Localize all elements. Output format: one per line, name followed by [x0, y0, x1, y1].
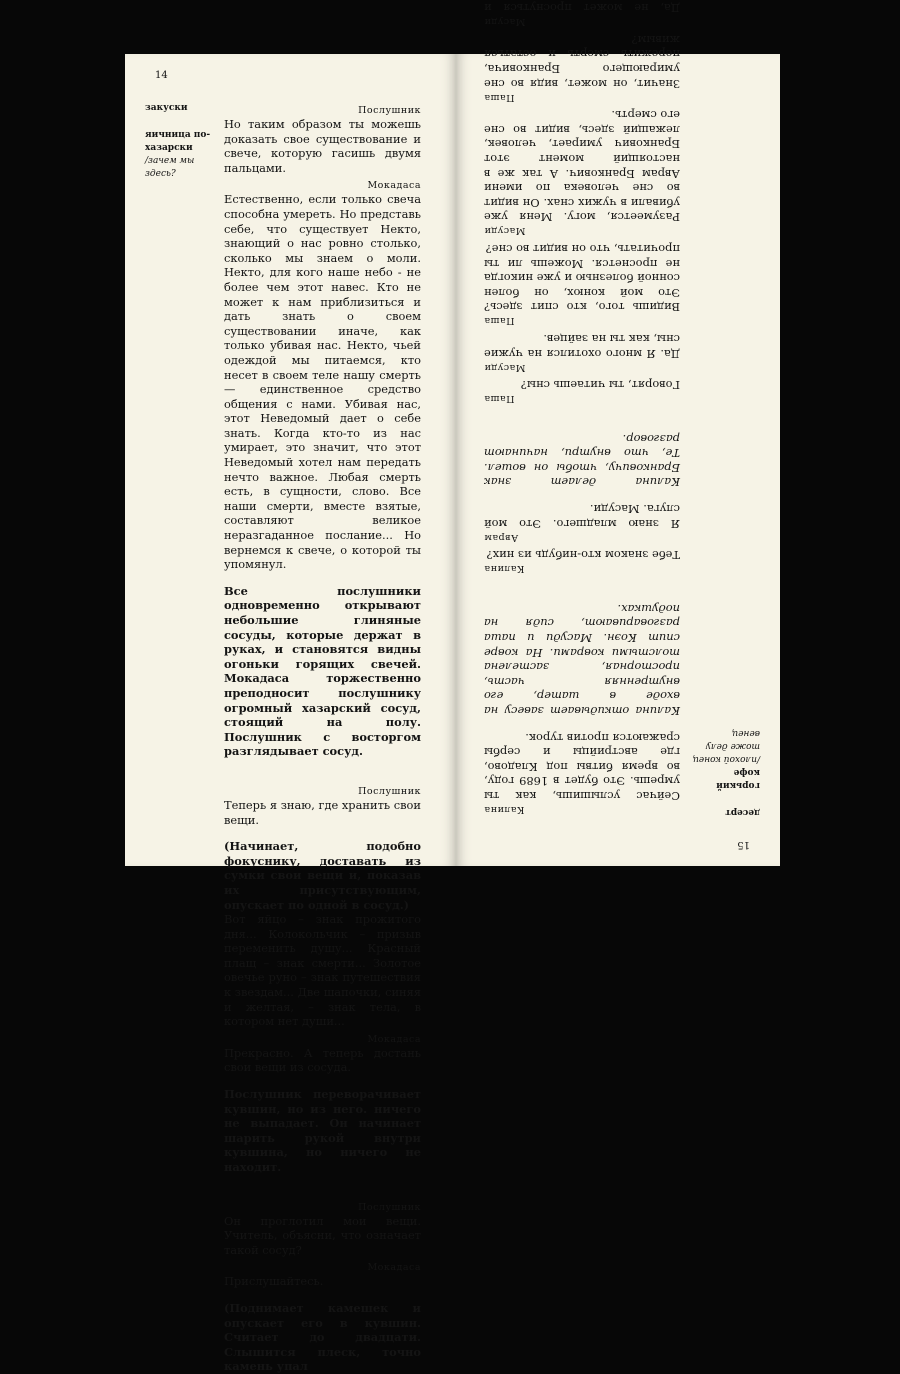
stage-direction: (Поднимает камешек и опускает его в кувшин. Считает до двадцати. Слышится плеск, точно камень упал	[224, 1300, 421, 1374]
dialogue-line: Видишь того, кто спит здесь? Это мой конюх, он болен сонной болезнью и уже никогда не проснется. Можешь ли ты прочитать, что он видит во сне?	[484, 241, 680, 315]
spacer	[484, 409, 680, 431]
spacer	[484, 490, 680, 502]
speaker-name: Калина	[484, 804, 525, 815]
speaker-name: Масуди	[484, 361, 526, 373]
speaker-name: Мокадаса	[367, 1262, 421, 1274]
dialogue-line: Тебе знаком кто-нибудь из них?	[486, 548, 680, 563]
rotated-page-content	[456, 1, 780, 866]
stage-direction: Калина откидывает завесу на входе в шатер, его внутренняя часть, просторная, застелена толстыми коврами. На ковре спит Коэн. Масуди и паша разговаривают, сидя на подушках.	[484, 601, 680, 719]
speaker-name: Послушник	[358, 1201, 421, 1213]
spacer	[224, 1289, 421, 1301]
dialogue-line: Прекрасно. А теперь достань свои вещи из сосуда.	[224, 1045, 421, 1075]
menu-question: /зачем мы здесь?	[145, 156, 195, 179]
page-number: 15	[737, 839, 750, 850]
spacer	[484, 718, 680, 730]
dialogue-line: Говорят, ты читаешь сны?	[520, 378, 680, 393]
dialogue-line: Я знаю младшего. Это мой слуга. Масуди.	[484, 502, 680, 531]
stage-direction: Калина делает знак Бранковичу, чтобы он вошел. Те, что внутри, начинают разговор.	[484, 431, 680, 490]
spacer	[224, 1075, 421, 1087]
stage-direction: Послушник переворачивает кувшин, но из него. ничего не выпадает. Он начинает шарить рукой внутри кувшина, но ничего не находит.	[224, 1087, 421, 1174]
right-text-column	[484, 0, 680, 820]
speaker-name: Паша	[484, 315, 515, 327]
dialogue-line: Естественно, если только свеча способна умереть. Но представь себе, что существует Некто, знающий о нас ровно столько, сколько мы знаем о моли. Некто, для кого наше небо - не более чем этот навес. Кто не может к нам приблизиться и дать знать о своем существовании иначе, как только убивая нас. Некто, чьей одеждой мы питаемся, кто несет в своем теле нашу смерть — единственное средство общения с нами. Убивая нас, этот Неведомый дает о себе знать. Когда кто-то из нас умирает, это значит, что этот Неведомый хотел нам передать нечто важное. Любая смерть есть, в сущности, слово. Все наши смерти, вместе взятые, составляют великое неразгаданное послание... Но вернемся к свече, о которой ты упомянул.	[224, 192, 421, 572]
page-number: 14	[155, 70, 168, 81]
speaker-name: Послушник	[358, 105, 421, 116]
menu-section: десерт	[725, 807, 760, 817]
dialogue-line: Вот яйцо – знак прожитого дня... Колокольчик – призыв переменить душу... Красный плащ – знак смерти... Золотое овечье руно – знак путешествия к звездам... Две шапочки, синяя и желтая, – знак тела, в котором нет души...	[224, 912, 421, 1029]
spacer	[484, 579, 680, 601]
stage-direction: Все послушники одновременно открывают небольшие глиняные сосуды, которые держат в руках, и становятся видны огоньки горящих свечей. Мокадаса торжественно преподносит послушнику огромный хазарский сосуд, стоящий на полу. Послушник с восторгом разглядывает сосуд.	[224, 583, 421, 759]
dialogue-line: Теперь я знаю, где хранить свои вещи.	[224, 797, 421, 827]
dialogue-line: Но таким образом ты можешь доказать свое существование и свече, которую гасишь двумя пальцами.	[224, 117, 421, 175]
speaker-name: Калина	[484, 563, 525, 575]
spacer	[224, 572, 421, 584]
speaker-name: Паша	[484, 91, 515, 103]
speaker-name: Послушник	[358, 785, 421, 797]
menu-question: /плохой конец тоже делу венец	[692, 728, 760, 764]
speaker-name: Паша	[484, 393, 515, 405]
speaker-name: Масуди	[484, 16, 526, 28]
right-page	[456, 1, 780, 866]
dialogue-line: Значит, он может, видя во сне умирающего Бранковича, пережить смерть и остаться живым?	[484, 32, 680, 91]
spacer	[224, 1175, 421, 1197]
menu-sidenote	[690, 726, 760, 818]
spacer	[224, 827, 421, 839]
speaker-name: Мокадаса	[367, 1033, 421, 1045]
speaker-name: Аврам	[484, 531, 519, 543]
dialogue-line: Сейчас услышишь, как ты умрешь. Это будет в 1689 году, во время битвы под Кладово, где австрийцы и сербы сражаются против турок.	[484, 730, 680, 803]
dialogue-line: Да, не может проснуться и	[484, 1, 680, 16]
left-page	[125, 54, 456, 1374]
menu-dish: горький кофе	[716, 767, 760, 790]
speaker-name: Мокадаса	[367, 180, 421, 192]
menu-dish: яичница по-хазарски	[145, 130, 211, 153]
dialogue-line: Прислушайтесь.	[224, 1274, 324, 1289]
dialogue-line: Разумеется, могу. Меня уже убивали в чужих снах. Он видит во сне человека по имени Аврам Бранкович. А так же в настоящий момент этот Бранкович умирает, человек, лежащий здесь, видит во сне его смерть.	[484, 108, 680, 225]
menu-section: закуски	[145, 103, 188, 113]
dialogue-line: Он проглотил мои вещи. Учитель, объясни, что означает такой сосуд?	[224, 1213, 421, 1257]
dialogue-line: Да. Я много охотился на чужие сны, как ты на зайцев.	[484, 331, 680, 361]
menu-sidenote	[145, 102, 215, 181]
left-text-column	[224, 100, 421, 1374]
speaker-name: Масуди	[484, 225, 526, 237]
stage-direction: (Начинает, подобно фокуснику, доставать из сумки свои вещи и, показав их присутствующим, опускает по одной в сосуд.)	[224, 839, 421, 912]
spacer	[224, 759, 421, 781]
